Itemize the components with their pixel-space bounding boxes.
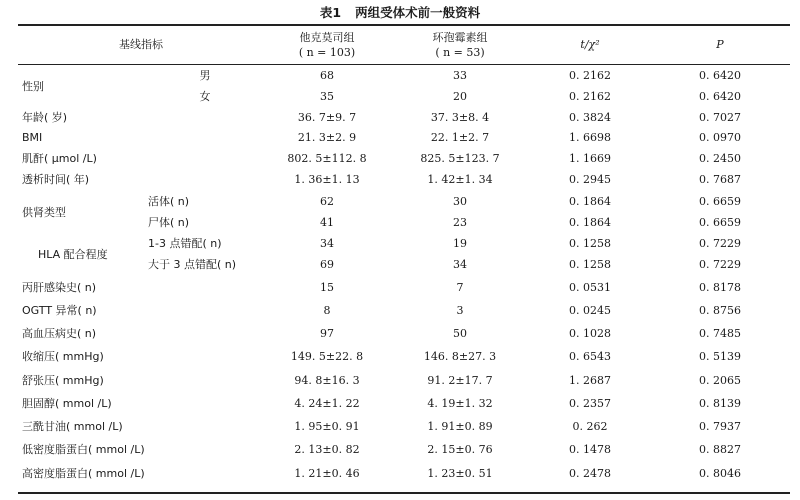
cell-p-value: 0. 0970 bbox=[699, 131, 741, 144]
row-label: 低密度脂蛋白( mmol /L) bbox=[22, 443, 145, 456]
row-sublabel: 活体( n) bbox=[148, 195, 190, 208]
cell-tacrolimus: 8 bbox=[323, 304, 331, 317]
cell-cyclosporine: 7 bbox=[456, 281, 464, 294]
cell-statistic: 1. 6698 bbox=[569, 131, 611, 144]
header-statistic: t/χ² bbox=[580, 38, 600, 51]
row-label: 三酰甘油( mmol /L) bbox=[22, 420, 123, 433]
cell-tacrolimus: 69 bbox=[320, 258, 334, 271]
cell-tacrolimus: 802. 5±112. 8 bbox=[287, 152, 367, 165]
cell-cyclosporine: 22. 1±2. 7 bbox=[430, 131, 490, 144]
cell-p-value: 0. 6420 bbox=[699, 90, 741, 103]
cell-statistic: 0. 1478 bbox=[569, 443, 611, 456]
cell-cyclosporine: 33 bbox=[453, 69, 467, 82]
cell-statistic: 0. 2162 bbox=[569, 90, 611, 103]
cell-tacrolimus: 35 bbox=[320, 90, 334, 103]
cell-p-value: 0. 8139 bbox=[699, 397, 741, 410]
table-label: 表1 bbox=[319, 5, 342, 20]
row-label: BMI bbox=[22, 131, 43, 144]
row-label: 肌酐( μmol /L) bbox=[22, 152, 97, 165]
cell-p-value: 0. 8046 bbox=[699, 467, 741, 480]
cell-cyclosporine: 23 bbox=[453, 216, 467, 229]
cell-cyclosporine: 4. 19±1. 32 bbox=[427, 397, 493, 410]
cell-cyclosporine: 50 bbox=[453, 327, 467, 340]
cell-p-value: 0. 6659 bbox=[699, 195, 741, 208]
cell-cyclosporine: 1. 42±1. 34 bbox=[427, 173, 493, 186]
cell-p-value: 0. 2450 bbox=[699, 152, 741, 165]
cell-p-value: 0. 7229 bbox=[699, 237, 741, 250]
cell-p-value: 0. 8827 bbox=[699, 443, 741, 456]
row-sublabel: 1-3 点错配( n) bbox=[148, 237, 222, 250]
cell-statistic: 0. 262 bbox=[572, 420, 608, 433]
row-label: 供肾类型 bbox=[22, 205, 66, 219]
bottom-rule bbox=[18, 492, 790, 494]
cell-p-value: 0. 7937 bbox=[699, 420, 741, 433]
cell-statistic: 0. 1028 bbox=[569, 327, 611, 340]
top-rule bbox=[18, 24, 790, 26]
cell-tacrolimus: 36. 7±9. 7 bbox=[297, 111, 357, 124]
row-sublabel: 大于 3 点错配( n) bbox=[148, 258, 237, 271]
cell-statistic: 0. 1864 bbox=[569, 195, 611, 208]
cell-tacrolimus: 15 bbox=[320, 281, 334, 294]
cell-cyclosporine: 30 bbox=[453, 195, 467, 208]
cell-statistic: 0. 2162 bbox=[569, 69, 611, 82]
row-label: OGTT 异常( n) bbox=[22, 304, 97, 317]
cell-statistic: 0. 3824 bbox=[569, 111, 611, 124]
cell-p-value: 0. 7229 bbox=[699, 258, 741, 271]
cell-statistic: 0. 2945 bbox=[569, 173, 611, 186]
header-cyclosporine-n: ( n = 53) bbox=[435, 46, 485, 59]
cell-p-value: 0. 7485 bbox=[699, 327, 741, 340]
table-caption bbox=[0, 3, 800, 21]
row-label: 高密度脂蛋白( mmol /L) bbox=[22, 467, 145, 480]
cell-cyclosporine: 20 bbox=[453, 90, 467, 103]
cell-tacrolimus: 94. 8±16. 3 bbox=[294, 374, 360, 387]
cell-cyclosporine: 19 bbox=[453, 237, 467, 250]
cell-p-value: 0. 6659 bbox=[699, 216, 741, 229]
row-label: 透析时间( 年) bbox=[22, 173, 90, 186]
cell-p-value: 0. 7027 bbox=[699, 111, 741, 124]
row-sublabel: 女 bbox=[199, 90, 211, 103]
row-label: 丙肝感染史( n) bbox=[22, 281, 97, 294]
cell-tacrolimus: 68 bbox=[320, 69, 334, 82]
cell-statistic: 1. 1669 bbox=[569, 152, 611, 165]
row-label: 舒张压( mmHg) bbox=[22, 374, 104, 387]
header-tacrolimus-n: ( n = 103) bbox=[298, 46, 356, 59]
row-label: 收缩压( mmHg) bbox=[22, 350, 104, 363]
cell-tacrolimus: 4. 24±1. 22 bbox=[294, 397, 360, 410]
row-sublabel: 尸体( n) bbox=[148, 216, 190, 229]
cell-p-value: 0. 2065 bbox=[699, 374, 741, 387]
row-label: 高血压病史( n) bbox=[22, 327, 97, 340]
cell-tacrolimus: 1. 21±0. 46 bbox=[294, 467, 360, 480]
cell-statistic: 0. 1258 bbox=[569, 258, 611, 271]
cell-statistic: 0. 2478 bbox=[569, 467, 611, 480]
header-p-value: P bbox=[716, 38, 724, 51]
cell-cyclosporine: 825. 5±123. 7 bbox=[420, 152, 500, 165]
row-label: 年龄( 岁) bbox=[22, 111, 68, 124]
row-label: HLA 配合程度 bbox=[38, 247, 108, 261]
cell-cyclosporine: 91. 2±17. 7 bbox=[427, 374, 493, 387]
cell-cyclosporine: 37. 3±8. 4 bbox=[430, 111, 490, 124]
cell-p-value: 0. 5139 bbox=[699, 350, 741, 363]
cell-p-value: 0. 6420 bbox=[699, 69, 741, 82]
cell-tacrolimus: 1. 36±1. 13 bbox=[294, 173, 360, 186]
cell-tacrolimus: 149. 5±22. 8 bbox=[290, 350, 364, 363]
cell-tacrolimus: 41 bbox=[320, 216, 334, 229]
cell-tacrolimus: 97 bbox=[320, 327, 334, 340]
cell-p-value: 0. 8756 bbox=[699, 304, 741, 317]
cell-cyclosporine: 2. 15±0. 76 bbox=[427, 443, 493, 456]
cell-cyclosporine: 146. 8±27. 3 bbox=[423, 350, 497, 363]
cell-statistic: 1. 2687 bbox=[569, 374, 611, 387]
header-rule bbox=[18, 64, 790, 65]
cell-tacrolimus: 34 bbox=[320, 237, 334, 250]
row-sublabel: 男 bbox=[199, 69, 211, 82]
table-title: 两组受体术前一般资料 bbox=[355, 5, 481, 20]
cell-cyclosporine: 34 bbox=[453, 258, 467, 271]
row-label: 胆固醇( mmol /L) bbox=[22, 397, 112, 410]
cell-tacrolimus: 2. 13±0. 82 bbox=[294, 443, 360, 456]
cell-p-value: 0. 8178 bbox=[699, 281, 741, 294]
header-baseline: 基线指标 bbox=[119, 38, 163, 51]
header-cyclosporine: 环孢霉素组 bbox=[432, 31, 488, 44]
row-label: 性别 bbox=[22, 79, 44, 93]
header-tacrolimus: 他克莫司组 bbox=[299, 31, 355, 44]
cell-statistic: 0. 0245 bbox=[569, 304, 611, 317]
cell-cyclosporine: 1. 91±0. 89 bbox=[427, 420, 493, 433]
cell-p-value: 0. 7687 bbox=[699, 173, 741, 186]
cell-cyclosporine: 3 bbox=[456, 304, 464, 317]
cell-statistic: 0. 0531 bbox=[569, 281, 611, 294]
cell-tacrolimus: 62 bbox=[320, 195, 334, 208]
cell-statistic: 0. 1258 bbox=[569, 237, 611, 250]
cell-statistic: 0. 1864 bbox=[569, 216, 611, 229]
cell-statistic: 0. 6543 bbox=[569, 350, 611, 363]
cell-tacrolimus: 21. 3±2. 9 bbox=[297, 131, 357, 144]
cell-cyclosporine: 1. 23±0. 51 bbox=[427, 467, 493, 480]
cell-tacrolimus: 1. 95±0. 91 bbox=[294, 420, 360, 433]
cell-statistic: 0. 2357 bbox=[569, 397, 611, 410]
